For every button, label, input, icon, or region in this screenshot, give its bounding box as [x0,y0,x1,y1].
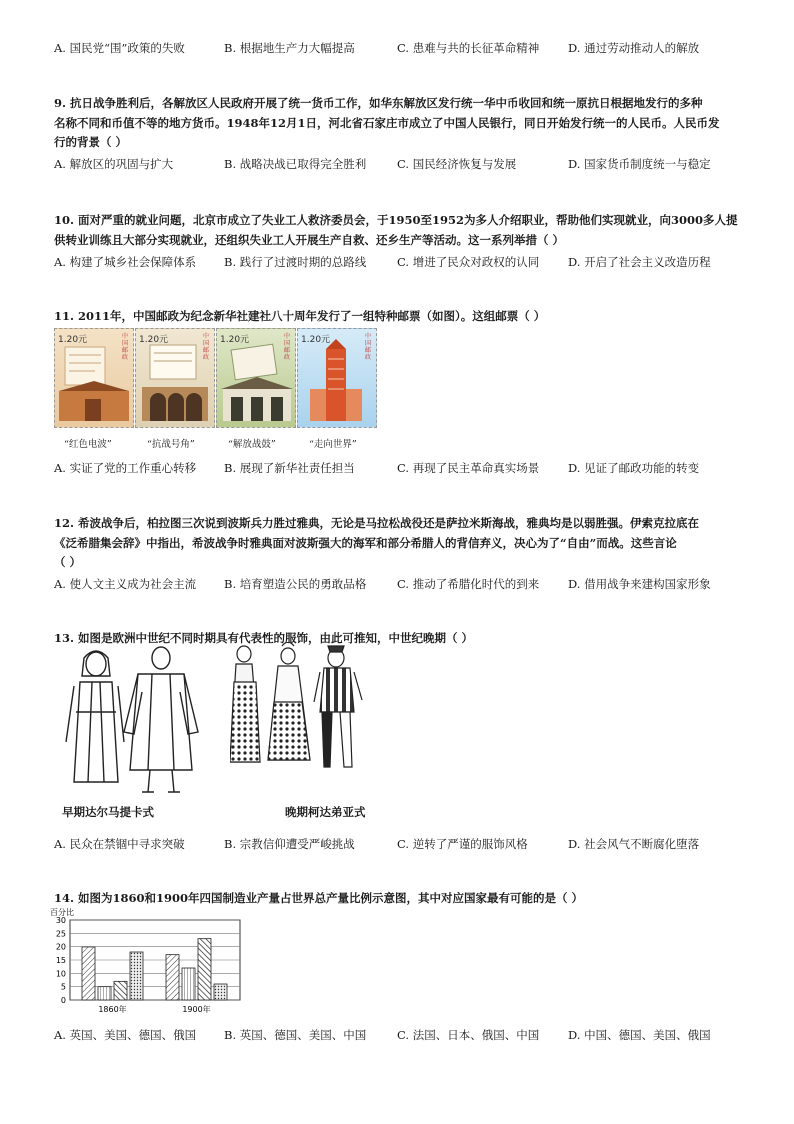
stamp-to-the-world [297,328,377,428]
q13-option-b[interactable]: B. 宗教信仰遭受严峻挑战 [224,837,355,851]
stamp-4-illustration [298,329,376,427]
q14-option-d[interactable]: D. 中国、德国、美国、俄国 [568,1028,711,1042]
q12-line-3: （ ） [54,555,82,569]
q13-option-c[interactable]: C. 逆转了严谨的服饰风格 [397,837,528,851]
chart-x-tick-label: 1900年 [182,1005,211,1014]
q9-option-b[interactable]: B. 战略决战已取得完全胜利 [224,157,367,171]
chart-x-labels [98,1004,210,1014]
stamp-price: 1.20元 [301,335,331,345]
chart-y-tick-label: 15 [55,956,66,965]
chart-bar-series-2-1860年 [98,987,111,1000]
q12-option-c[interactable]: C. 推动了希腊化时代的到来 [397,577,540,591]
q10-option-c[interactable]: C. 增进了民众对政权的认同 [397,255,540,269]
q10-option-d[interactable]: D. 开启了社会主义改造历程 [568,255,711,269]
q8-option-a[interactable]: A. 国民党“围”政策的失败 [54,41,185,55]
chart-y-tick-label: 0 [60,996,66,1005]
chart-bar-series-3-1900年 [198,939,211,1000]
q10-line-2: 供转业训练且大部分实现就业，还组织失业工人开展生产自救、还乡生产等活动。这一系列举措（ ） [54,233,564,247]
q10-option-b[interactable]: B. 践行了过渡时期的总路线 [224,255,367,269]
q11-option-a[interactable]: A. 实证了党的工作重心转移 [54,461,197,475]
stamp-price: 1.20元 [220,335,250,345]
stamp-price: 1.20元 [139,335,169,345]
stamp-caption: “解放战鼓” [228,439,276,450]
q8-option-c[interactable]: C. 患难与共的长征革命精神 [397,41,540,55]
stamp-1-illustration [55,329,133,427]
chart-bar-series-1-1900年 [166,955,179,1000]
stamp-2-illustration [136,329,214,427]
manufacturing-share-bar-chart [46,904,256,1018]
chart-y-ticks [56,916,66,1005]
q12-option-a[interactable]: A. 使人文主义成为社会主流 [54,577,197,591]
chart-y-tick-label: 25 [55,929,66,939]
q11-option-c[interactable]: C. 再现了民主革命真实场景 [397,461,540,475]
q10-line-1: 10. 面对严重的就业问题，北京市成立了失业工人救济委员会，于1950至1952为多人介绍职业，帮助他们实现就业，向3000多人提 [54,213,738,227]
stamp-liberation-drum [216,328,296,428]
stamp-caption: “红色电波” [64,439,112,450]
q11-line-1: 11. 2011年，中国邮政为纪念新华社建社八十周年发行了一组特种邮票（如图）。这组邮票（ ） [54,309,546,323]
chart-y-tick-label: 10 [55,969,66,979]
q13-option-a[interactable]: A. 民众在禁锢中寻求突破 [54,837,185,851]
stamp-tag: 中国邮政 [284,333,291,361]
chart-bar-series-1-1860年 [82,947,95,1000]
q13-option-d[interactable]: D. 社会风气不断腐化堕落 [568,837,700,851]
q14-option-b[interactable]: B. 英国、德国、美国、中国 [224,1028,367,1042]
stamp-red-radio [54,328,134,428]
stamp-tag: 中国邮政 [203,333,210,361]
chart-bars [82,939,227,1000]
q13-line-1: 13. 如图是欧洲中世纪不同时期具有代表性的服饰，由此可推知，中世纪晚期（ ） [54,631,474,645]
q8-option-d[interactable]: D. 通过劳动推动人的解放 [568,41,700,55]
late-cotehardie-costume-illustration [230,642,380,777]
q8-option-b[interactable]: B. 根据地生产力大幅提高 [224,41,355,55]
q9-line-2: 名称不同和币值不等的地方货币。1948年12月1日，河北省石家庄市成立了中国人民银行，同日开始发行统一的人民币。人民币发 [54,116,720,130]
label-early-dalmatica: 早期达尔马提卡式 [62,805,154,819]
chart-x-tick-label: 1860年 [98,1005,127,1014]
chart-bar-series-4-1860年 [130,952,143,1000]
chart-y-tick-label: 30 [55,916,66,925]
stamp-price: 1.20元 [58,335,88,345]
stamp-3-illustration [217,329,295,427]
chart-bar-series-4-1900年 [214,984,227,1000]
label-late-cotehardie: 晚期柯达弟亚式 [285,805,366,819]
chart-ylabel: 百分比 [50,908,74,917]
chart-y-tick-label: 5 [60,982,66,992]
q14-option-c[interactable]: C. 法国、日本、俄国、中国 [397,1028,540,1042]
q9-option-c[interactable]: C. 国民经济恢复与发展 [397,157,517,171]
stamp-tag: 中国邮政 [365,333,372,361]
q14-line-1: 14. 如图为1860和1900年四国制造业产量占世界总产量比例示意图，其中对应国家最有可能的是（ ） [54,891,584,905]
q12-line-2: 《泛希腊集会辞》中指出，希波战争时雅典面对波斯强大的海军和部分希腊人的背信弃义，决心为了“自由”而战。这些言论 [54,536,677,550]
chart-bar-series-2-1900年 [182,968,195,1000]
q9-option-d[interactable]: D. 国家货币制度统一与稳定 [568,157,711,171]
q9-option-a[interactable]: A. 解放区的巩固与扩大 [54,157,174,171]
early-dalmatica-costume-illustration [58,642,208,802]
stamp-caption: “走向世界” [309,439,357,450]
q9-line-3: 行的背景（ ） [54,135,128,149]
chart-bar-series-3-1860年 [114,981,127,1000]
q11-option-b[interactable]: B. 展现了新华社责任担当 [224,461,355,475]
q12-line-1: 12. 希波战争后，柏拉图三次说到波斯兵力胜过雅典，无论是马拉松战役还是萨拉米斯海战，雅典均是以弱胜强。伊索克拉底在 [54,516,700,530]
q12-option-b[interactable]: B. 培育塑造公民的勇敢品格 [224,577,367,591]
chart-y-tick-label: 20 [55,942,66,952]
q10-option-a[interactable]: A. 构建了城乡社会保障体系 [54,255,197,269]
stamp-war-bugle [135,328,215,428]
stamp-caption: “抗战号角” [147,439,195,450]
q11-option-d[interactable]: D. 见证了邮政功能的转变 [568,461,700,475]
q14-option-a[interactable]: A. 英国、美国、德国、俄国 [54,1028,197,1042]
q9-line-1: 9. 抗日战争胜利后，各解放区人民政府开展了统一货币工作，如华东解放区发行统一华中币收回和统一原抗日根据地发行的多种 [54,96,703,110]
q12-option-d[interactable]: D. 借用战争来建构国家形象 [568,577,711,591]
stamp-tag: 中国邮政 [122,333,129,361]
